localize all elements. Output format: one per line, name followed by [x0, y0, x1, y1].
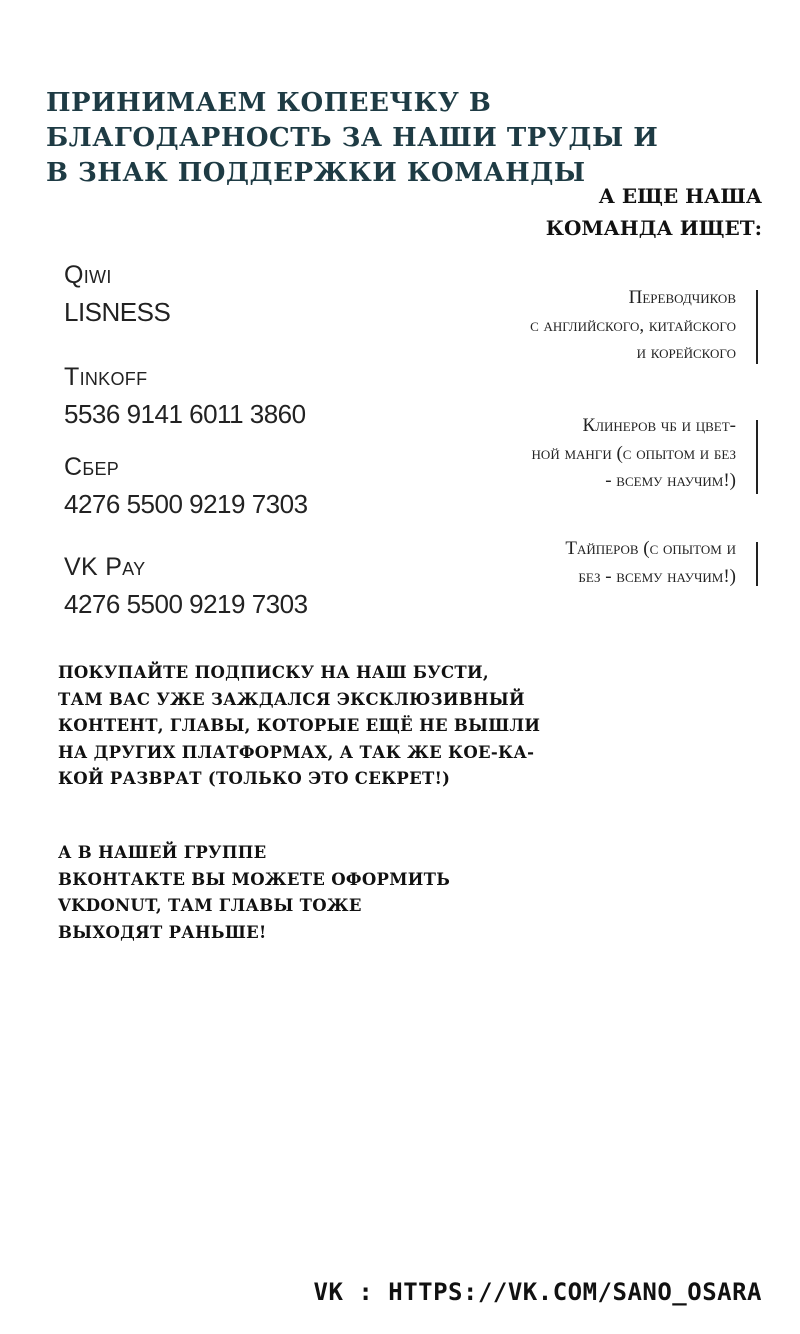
- role-line: Переводчиков: [628, 287, 736, 308]
- vk-link[interactable]: VK : HTTPS://VK.COM/SANO_OSARA: [313, 1278, 762, 1306]
- promo-line: КОЙ РАЗВРАТ (ТОЛЬКО ЭТО СЕКРЕТ!): [58, 769, 451, 788]
- payment-label: VK Pay: [64, 553, 146, 581]
- recruit-title-line: А ЕЩЕ НАША: [598, 184, 762, 208]
- heading-line: ПРИНИМАЕМ КОПЕЕЧКУ В: [46, 88, 492, 118]
- recruit-title: [546, 180, 762, 244]
- promo-line: КОНТЕНТ, ГЛАВЫ, КОТОРЫЕ ЕЩЁ НЕ ВЫШЛИ: [58, 716, 541, 735]
- payment-value: 5536 9141 6011 3860: [64, 399, 306, 429]
- role-cleaners: [532, 412, 736, 495]
- promo-line: ТАМ ВАС УЖЕ ЗАЖДАЛСЯ ЭКСКЛЮЗИВНЫЙ: [58, 689, 525, 709]
- heading-line: БЛАГОДАРНОСТЬ ЗА НАШИ ТРУДЫ И: [46, 123, 659, 153]
- role-line: Тайперов (с опытом и: [565, 538, 736, 559]
- boosty-promo: [58, 660, 540, 793]
- group-line: VKDONUT, ТАМ ГЛАВЫ ТОЖЕ: [58, 896, 362, 915]
- role-line: и корейского: [636, 342, 736, 363]
- heading-line: В ЗНАК ПОДДЕРЖКИ КОМАНДЫ: [46, 158, 586, 188]
- role-divider: [756, 542, 758, 586]
- group-line: ВЫХОДЯТ РАНЬШЕ!: [58, 922, 267, 942]
- payment-qiwi: [64, 258, 170, 332]
- role-line: Клинеров чб и цвет-: [582, 415, 736, 436]
- payment-label: Сбер: [64, 453, 120, 481]
- page-heading: [46, 86, 659, 191]
- payment-label: Tinkoff: [64, 363, 148, 391]
- recruit-title-line: КОМАНДА ИЩЕТ:: [545, 216, 762, 240]
- group-line: А В НАШЕЙ ГРУППЕ: [58, 843, 267, 862]
- promo-line: НА ДРУГИХ ПЛАТФОРМАХ, А ТАК ЖЕ КОЕ-КА-: [58, 742, 535, 762]
- role-divider: [756, 290, 758, 364]
- vk-group-promo: [58, 840, 450, 946]
- payment-label: Qiwi: [64, 261, 112, 289]
- promo-line: ПОКУПАЙТЕ ПОДПИСКУ НА НАШ БУСТИ,: [58, 663, 489, 682]
- payment-tinkoff: [64, 360, 306, 434]
- role-typers: [565, 535, 736, 590]
- role-line: ной манги (с опытом и без: [531, 442, 736, 464]
- role-translators: [530, 284, 736, 367]
- role-divider: [756, 420, 758, 494]
- payment-value: 4276 5500 9219 7303: [64, 589, 308, 619]
- payment-vkpay: [64, 550, 308, 624]
- role-line: - всему научим!): [605, 470, 736, 491]
- payment-value: LISNESS: [64, 297, 171, 327]
- role-line: с английского, китайского: [530, 314, 736, 336]
- group-line: ВКОНТАКТЕ ВЫ МОЖЕТЕ ОФОРМИТЬ: [58, 869, 451, 889]
- role-line: без - всему научим!): [578, 565, 736, 587]
- payment-value: 4276 5500 9219 7303: [64, 489, 308, 519]
- payment-sber: [64, 450, 308, 524]
